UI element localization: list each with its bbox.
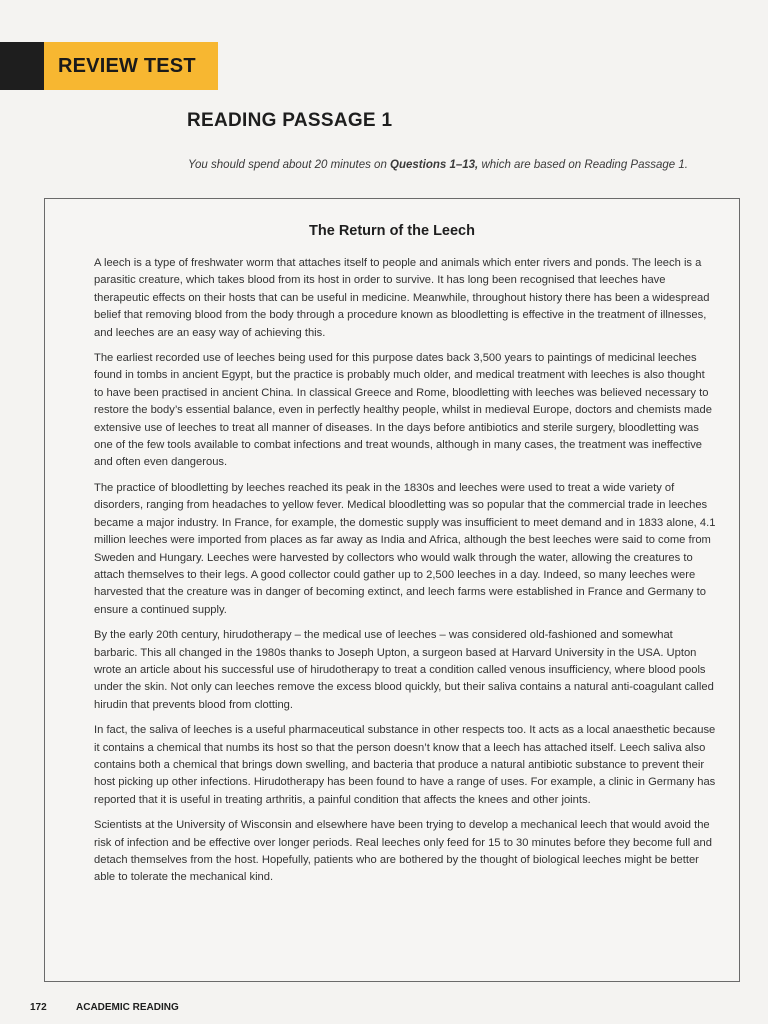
passage-heading: READING PASSAGE 1: [187, 110, 393, 131]
instructions-text-before: You should spend about 20 minutes on: [188, 159, 391, 171]
instructions-text-after: which are based on Reading Passage 1.: [478, 159, 688, 171]
instructions-questions: Questions 1–13,: [390, 159, 479, 171]
article-paragraph-5: In fact, the saliva of leeches is a useful pharmaceutical substance in other respects too. It acts as a local anaesthetic because it contains a chemical that numbs its host so that the person doesn’t know that a leech has attached itself. Leech saliva also contains both a chemical that brings down swelling, and bacteria that produce a natural antibiotic substance to prevent their host picking up other infections. Hirudotherapy has been found to have a range of uses. For example, a clinic in Germany has reported that it is useful in treating arthritis, a painful condition that affects the knees and other joints.: [94, 724, 716, 806]
banner-dark-block: [0, 42, 44, 90]
passage-box: [44, 198, 740, 982]
banner-title: REVIEW TEST: [58, 54, 196, 77]
article-body: [94, 255, 716, 895]
banner-yellow-block: [44, 42, 218, 90]
article-paragraph-4: By the early 20th century, hirudotherapy – the medical use of leeches – was considered old-fashioned and somewhat barbaric. This all changed in the 1980s thanks to Joseph Upton, a surgeon based at Harvard University in the USA. Upton wrote an article about his successful use of hirudotherapy to treat a condition called venous insufficiency, where blood pools under the skin. Not only can leeches remove the excess blood quickly, but their saliva contains a natural anti-coagulant called hirudin that prevents blood from clotting.: [94, 629, 714, 711]
article-title: The Return of the Leech: [309, 223, 475, 239]
article-paragraph-2: The earliest recorded use of leeches being used for this purpose dates back 3,500 years to paintings of medicinal leeches found in tombs in ancient Egypt, but the practice is probably much older, and medical treatment with leeches is also thought to have been practised in ancient China. In classical Greece and Rome, bloodletting with leeches was believed necessary to restore the body’s essential balance, even in perfectly healthy people, whilst in medieval Europe, doctors and chemists made extensive use of leeches to treat all manner of diseases. In the days before antibiotics and sterile surgery, bloodletting was one of the few tools available to combat infections and treat wounds, although in many cases, the treatment was ineffective and often even dangerous.: [94, 352, 712, 469]
article-paragraph-1: A leech is a type of freshwater worm that attaches itself to people and animals which enter rivers and ponds. The leech is a parasitic creature, which takes blood from its host in order to survive. It has long been recognised that leeches have therapeutic effects on their hosts that can be useful in medicine. Meanwhile, throughout history there has been a widespread belief that removing blood from the body through a procedure known as bloodletting is effective in the treatment of illnesses, and leeches are an easy way of achieving this.: [94, 257, 710, 339]
page-footer: [30, 1002, 179, 1013]
review-test-banner: [0, 42, 218, 90]
article-paragraph-6: Scientists at the University of Wisconsin and elsewhere have been trying to develop a mechanical leech that would avoid the risk of infection and be effective over longer periods. Real leeches only feed for 15 to 30 minutes before they become full and detach themselves from the host. Hopefully, patients who are bothered by the thought of biological leeches might be better able to tolerate the mechanical kind.: [94, 819, 712, 884]
footer-section: ACADEMIC READING: [76, 1002, 179, 1013]
passage-instructions: [188, 157, 708, 173]
page-number: 172: [30, 1002, 47, 1013]
article-paragraph-3: The practice of bloodletting by leeches reached its peak in the 1830s and leeches were used to treat a wide variety of disorders, ranging from headaches to yellow fever. Medical bloodletting was so popular that the commercial trade in leeches became a major industry. In France, for example, the domestic supply was insufficient to meet demand and in 1833 alone, 4.1 million leeches were imported from places as far away as India and Africa, although the best leeches were said to come from Sweden and Hungary. Leeches were harvested by collectors who would walk through the water, allowing the creatures to attach themselves to their legs. A good collector could gather up to 2,500 leeches in a day. Indeed, so many leeches were harvested that the creature was in danger of becoming extinct, and leech farms were established in France and Germany to ensure a continued supply.: [94, 481, 716, 616]
